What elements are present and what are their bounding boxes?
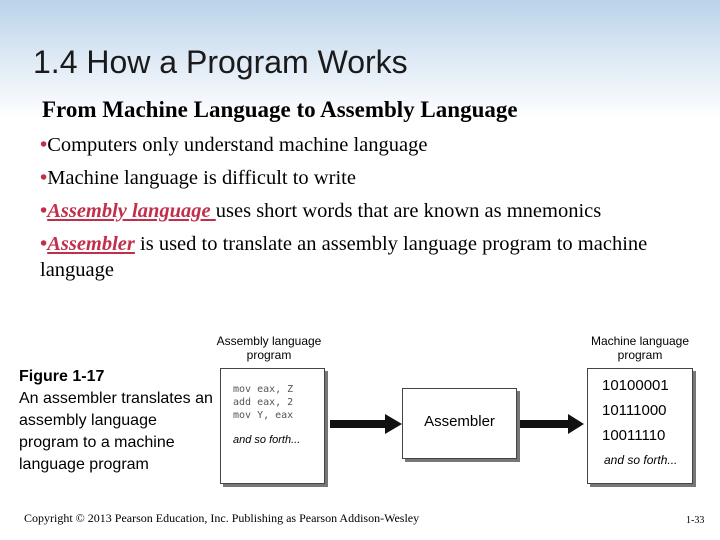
machine-label-line2: program bbox=[617, 348, 663, 362]
bullet-list bbox=[40, 132, 680, 290]
machine-code-line: 10111000 bbox=[602, 402, 667, 419]
page-number: 1-33 bbox=[686, 515, 705, 526]
term-assembler: Assembler bbox=[47, 233, 135, 255]
machine-code-line: 10011110 bbox=[602, 427, 666, 444]
bullet-item bbox=[40, 132, 680, 158]
assembler-label: Assembler bbox=[424, 413, 495, 430]
slide-subtitle: From Machine Language to Assembly Language bbox=[42, 97, 518, 122]
assembly-more: and so forth... bbox=[233, 434, 301, 446]
assembly-label-line2: program bbox=[246, 348, 292, 362]
figure-caption-text: An assembler translates an assembly language program to a machine language program bbox=[19, 390, 213, 473]
arrow-right-icon bbox=[330, 414, 402, 434]
figure-label: Figure 1-17 bbox=[19, 368, 105, 385]
bullet-dot: • bbox=[40, 167, 48, 189]
assembly-code-line: add eax, 2 bbox=[233, 397, 294, 408]
bullet-item bbox=[40, 198, 680, 224]
bullet-dot: • bbox=[40, 233, 48, 255]
bullet-item bbox=[40, 231, 680, 283]
bullet-dot: • bbox=[40, 134, 48, 156]
bullet-item bbox=[40, 165, 680, 191]
assembly-label-line1: Assembly language bbox=[216, 334, 322, 348]
bullet-text: is used to translate an assembly language program to machine language bbox=[40, 233, 648, 281]
machine-label-line1: Machine language bbox=[590, 334, 690, 348]
arrow-right-icon bbox=[520, 414, 584, 434]
assembly-code-line: mov eax, Z bbox=[233, 384, 294, 395]
assembler-diagram bbox=[210, 330, 720, 490]
term-assembly-language: Assembly language bbox=[47, 200, 216, 222]
machine-more: and so forth... bbox=[604, 453, 678, 467]
machine-code-line: 10100001 bbox=[602, 377, 669, 394]
bullet-text: uses short words that are known as mnemonics bbox=[215, 200, 602, 222]
figure-caption bbox=[19, 366, 219, 476]
bullet-dot: • bbox=[40, 200, 48, 222]
assembly-code-line: mov Y, eax bbox=[233, 410, 294, 421]
bullet-text: Machine language is difficult to write bbox=[47, 167, 356, 189]
machine-program-box bbox=[587, 368, 693, 484]
slide-title: 1.4 How a Program Works bbox=[33, 44, 408, 80]
copyright: Copyright © 2013 Pearson Education, Inc. Publishing as Pearson Addison-Wesley bbox=[24, 511, 420, 525]
bullet-text: Computers only understand machine language bbox=[47, 134, 428, 156]
assembler-box bbox=[402, 388, 517, 459]
